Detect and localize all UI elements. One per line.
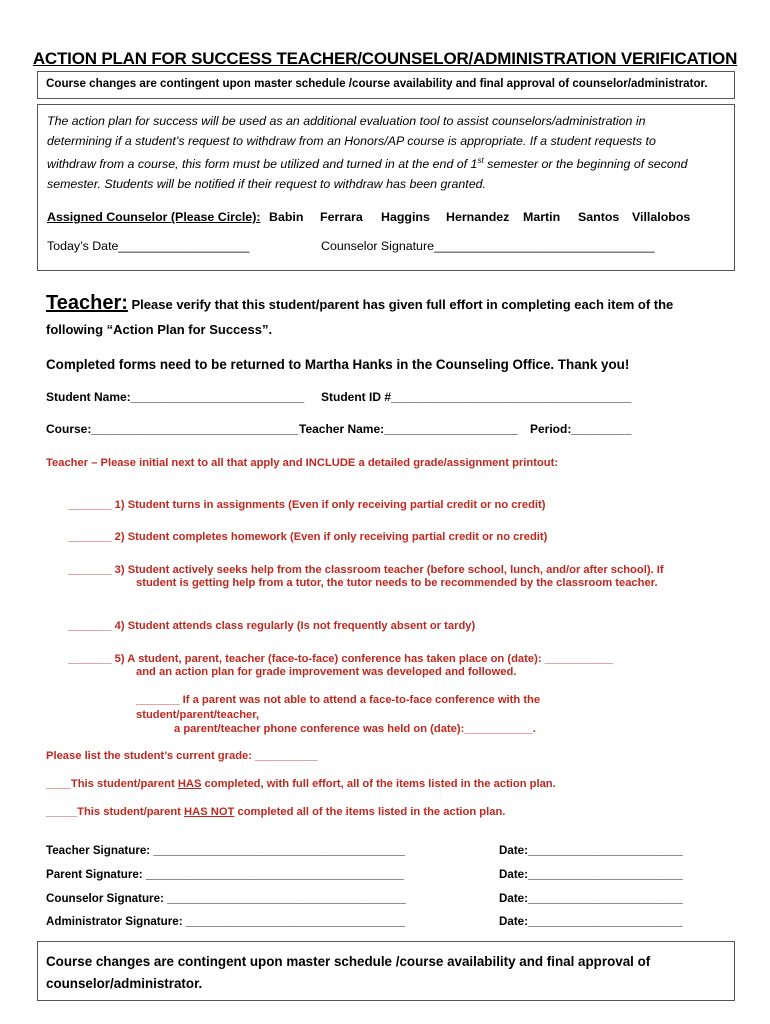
teacher-heading: Teacher: (46, 292, 128, 314)
statement-suffix: completed all of the items listed in the action plan. (234, 806, 506, 818)
counselor-option[interactable]: Hernandez (446, 210, 510, 224)
intro-line: semester or the beginning of second (483, 157, 688, 172)
phone-conference-line-2: student/parent/teacher, (136, 709, 260, 721)
counselor-signature-date[interactable]: Date:________________________ (499, 892, 683, 905)
teacher-instruction-2: following “Action Plan for Success”. (46, 322, 273, 337)
teacher-instructions (46, 292, 673, 315)
has-not-completed-statement[interactable] (46, 806, 505, 818)
student-id-field[interactable]: Student ID #____________________________________ (321, 390, 632, 404)
parent-signature-field[interactable]: Parent Signature: ________________________________________ (46, 868, 404, 881)
counselor-option[interactable]: Martin (523, 210, 561, 224)
checklist-item-2[interactable]: _______ 2) Student completes homework (Even if only receiving partial credit or no credit) (68, 531, 548, 543)
statement-prefix: ____This student/parent (46, 778, 178, 790)
parent-signature-date[interactable]: Date:________________________ (499, 868, 683, 881)
page-title: ACTION PLAN FOR SUCCESS TEACHER/COUNSELOR/ADMINISTRATION VERIFICATION (32, 49, 738, 68)
administrator-signature-date[interactable]: Date:________________________ (499, 915, 683, 928)
teacher-signature-field[interactable]: Teacher Signature: _______________________________________ (46, 844, 405, 857)
period-field[interactable]: Period:_________ (530, 422, 632, 436)
checklist-item-5[interactable]: _______ 5) A student, parent, teacher (face-to-face) conference has taken place on (date): ___________ (68, 653, 614, 665)
teacher-signature-date[interactable]: Date:________________________ (499, 844, 683, 857)
counselor-option[interactable]: Babin (269, 210, 304, 224)
has-completed-statement[interactable] (46, 778, 556, 790)
initial-instruction: Teacher – Please initial next to all that apply and INCLUDE a detailed grade/assignment printout: (46, 457, 559, 469)
teacher-instruction-1: Please verify that this student/parent has given full effort in completing each item of the (127, 297, 674, 312)
intro-line: semester. Students will be notified if their request to withdraw has been granted. (47, 177, 486, 192)
intro-line: determining if a student’s request to withdraw from an Honors/AP course is appropriate. If a student requests to (47, 134, 656, 148)
checklist-item-3[interactable]: _______ 3) Student actively seeks help from the classroom teacher (before school, lunch, and/or after school). If (68, 564, 664, 576)
administrator-signature-field[interactable]: Administrator Signature: __________________________________ (46, 915, 406, 928)
todays-date-field[interactable]: Today’s Date___________________ (47, 239, 250, 253)
statement-prefix: _____This student/parent (46, 806, 185, 818)
course-field[interactable]: Course:_______________________________ (46, 422, 299, 436)
counselor-signature-field[interactable]: Counselor Signature________________________________ (321, 239, 655, 253)
intro-line: The action plan for success will be used as an additional evaluation tool to assist counselors/administration in (47, 114, 646, 128)
checklist-item-4[interactable]: _______ 4) Student attends class regularly (Is not frequently absent or tardy) (68, 620, 476, 632)
phone-conference-line-3[interactable]: a parent/teacher phone conference was held on (date):___________. (174, 723, 536, 735)
intro-paragraph (47, 111, 727, 194)
intro-box (37, 104, 735, 271)
counselor-label (47, 210, 260, 224)
phone-conference-item[interactable]: _______ If a parent was not able to attend a face-to-face conference with the (136, 694, 541, 706)
counselor-option[interactable]: Villalobos (632, 210, 691, 224)
notice-top-box (37, 71, 735, 99)
counselor-label-text: Assigned Counselor (Please Circle): (47, 210, 261, 224)
counselor-option[interactable]: Ferrara (320, 210, 363, 224)
statement-emphasis: HAS NOT (184, 806, 235, 818)
notice-bottom-text: Course changes are contingent upon master schedule /course availability and final approval of counselor/administrator. (46, 954, 651, 991)
checklist-item-5-cont: and an action plan for grade improvement was developed and followed. (136, 666, 517, 678)
notice-bottom-box (37, 941, 735, 1001)
superscript: st (477, 156, 484, 165)
checklist-item-1[interactable]: _______ 1) Student turns in assignments (Even if only receiving partial credit or no credit) (68, 499, 546, 511)
notice-top-text: Course changes are contingent upon master schedule /course availability and final approval of counselor/administrator. (46, 77, 708, 90)
checklist-item-3-cont: student is getting help from a tutor, the tutor needs to be recommended by the classroom teacher. (136, 577, 658, 589)
intro-line: withdraw from a course, this form must be utilized and turned in at the end of 1 (47, 157, 478, 172)
current-grade-field[interactable]: Please list the student’s current grade: __________ (46, 750, 318, 762)
return-note: Completed forms need to be returned to Martha Hanks in the Counseling Office. Thank you! (46, 357, 630, 372)
statement-suffix: completed, with full effort, all of the items listed in the action plan. (201, 778, 556, 790)
counselor-option[interactable]: Santos (578, 210, 620, 224)
statement-emphasis: HAS (177, 778, 202, 790)
counselor-signature-line[interactable]: Counselor Signature: _____________________________________ (46, 892, 406, 905)
student-name-field[interactable]: Student Name:__________________________ (46, 390, 305, 404)
counselor-option[interactable]: Haggins (381, 210, 430, 224)
teacher-name-field[interactable]: Teacher Name:____________________ (299, 422, 518, 436)
